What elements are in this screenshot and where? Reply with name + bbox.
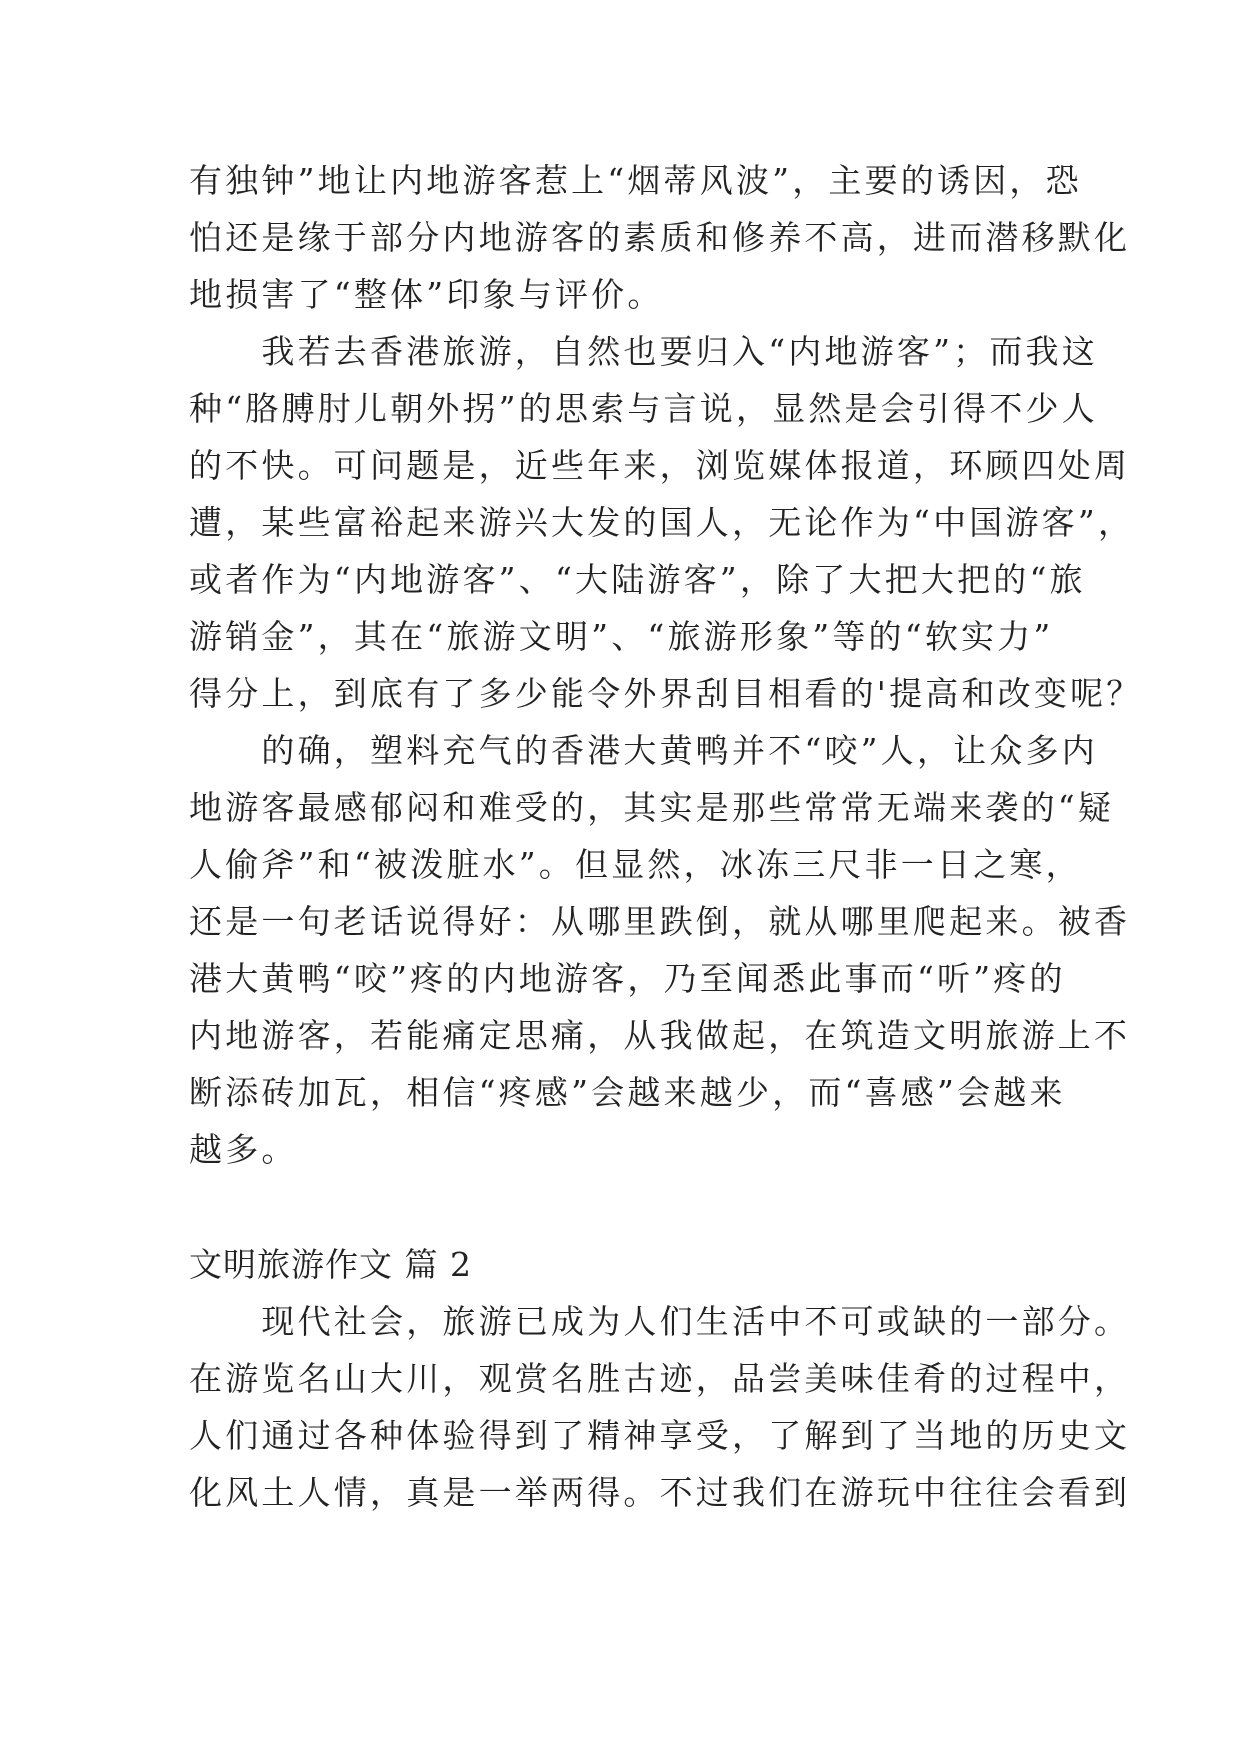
text-line: 的确，塑料充气的香港大黄鸭并不“咬”人，让众多内 bbox=[189, 731, 1098, 770]
text-line: 地游客最感郁闷和难受的，其实是那些常常无端来袭的“疑 bbox=[189, 788, 1115, 827]
text-line: 断添砖加瓦，相信“疼感”会越来越少，而“喜感”会越来 bbox=[189, 1073, 1066, 1112]
text-line: 内地游客，若能痛定思痛，从我做起，在筑造文明旅游上不 bbox=[189, 1016, 1131, 1055]
document-body bbox=[189, 152, 1143, 1521]
text-line: 我若去香港旅游，自然也要归入“内地游客”；而我这 bbox=[189, 332, 1098, 371]
text-line: 现代社会，旅游已成为人们生活中不可或缺的一部分。 bbox=[189, 1302, 1131, 1341]
text-line: 地损害了“整体”印象与评价。 bbox=[189, 275, 664, 314]
text-line: 得分上，到底有了多少能令外界刮目相看的'提高和改变呢？ bbox=[189, 674, 1143, 713]
paragraph-1 bbox=[189, 152, 1131, 323]
section-title: 文明旅游作文 篇 2 bbox=[189, 1245, 472, 1284]
text-line: 怕还是缘于部分内地游客的素质和修养不高，进而潜移默化 bbox=[189, 218, 1131, 257]
text-line: 越多。 bbox=[189, 1130, 298, 1169]
text-line: 化风土人情，真是一举两得。不过我们在游玩中往往会看到 bbox=[189, 1473, 1131, 1512]
paragraph-3 bbox=[189, 722, 1131, 1178]
paragraph-2 bbox=[189, 323, 1143, 722]
text-line: 或者作为“内地游客”、“大陆游客”，除了大把大把的“旅 bbox=[189, 560, 1086, 599]
text-line: 游销金”，其在“旅游文明”、“旅游形象”等的“软实力” bbox=[189, 617, 1054, 656]
text-line: 遭，某些富裕起来游兴大发的国人，无论作为“中国游客”， bbox=[189, 503, 1135, 542]
text-line: 港大黄鸭“咬”疼的内地游客，乃至闻悉此事而“听”疼的 bbox=[189, 959, 1066, 998]
paragraph-4 bbox=[189, 1293, 1131, 1521]
text-line: 有独钟”地让内地游客惹上“烟蒂风波”，主要的诱因，恐 bbox=[189, 161, 1082, 200]
text-line: 的不快。可问题是，近些年来，浏览媒体报道，环顾四处周 bbox=[189, 446, 1131, 485]
text-line: 人偷斧”和“被泼脏水”。但显然，冰冻三尺非一日之寒， bbox=[189, 845, 1082, 884]
text-line: 在游览名山大川，观赏名胜古迹，品尝美味佳肴的过程中， bbox=[189, 1359, 1131, 1398]
text-line: 还是一句老话说得好：从哪里跌倒，就从哪里爬起来。被香 bbox=[189, 902, 1131, 941]
text-line: 种“胳膊肘儿朝外拐”的思索与言说，显然是会引得不少人 bbox=[189, 389, 1098, 428]
text-line: 人们通过各种体验得到了精神享受，了解到了当地的历史文 bbox=[189, 1416, 1131, 1455]
